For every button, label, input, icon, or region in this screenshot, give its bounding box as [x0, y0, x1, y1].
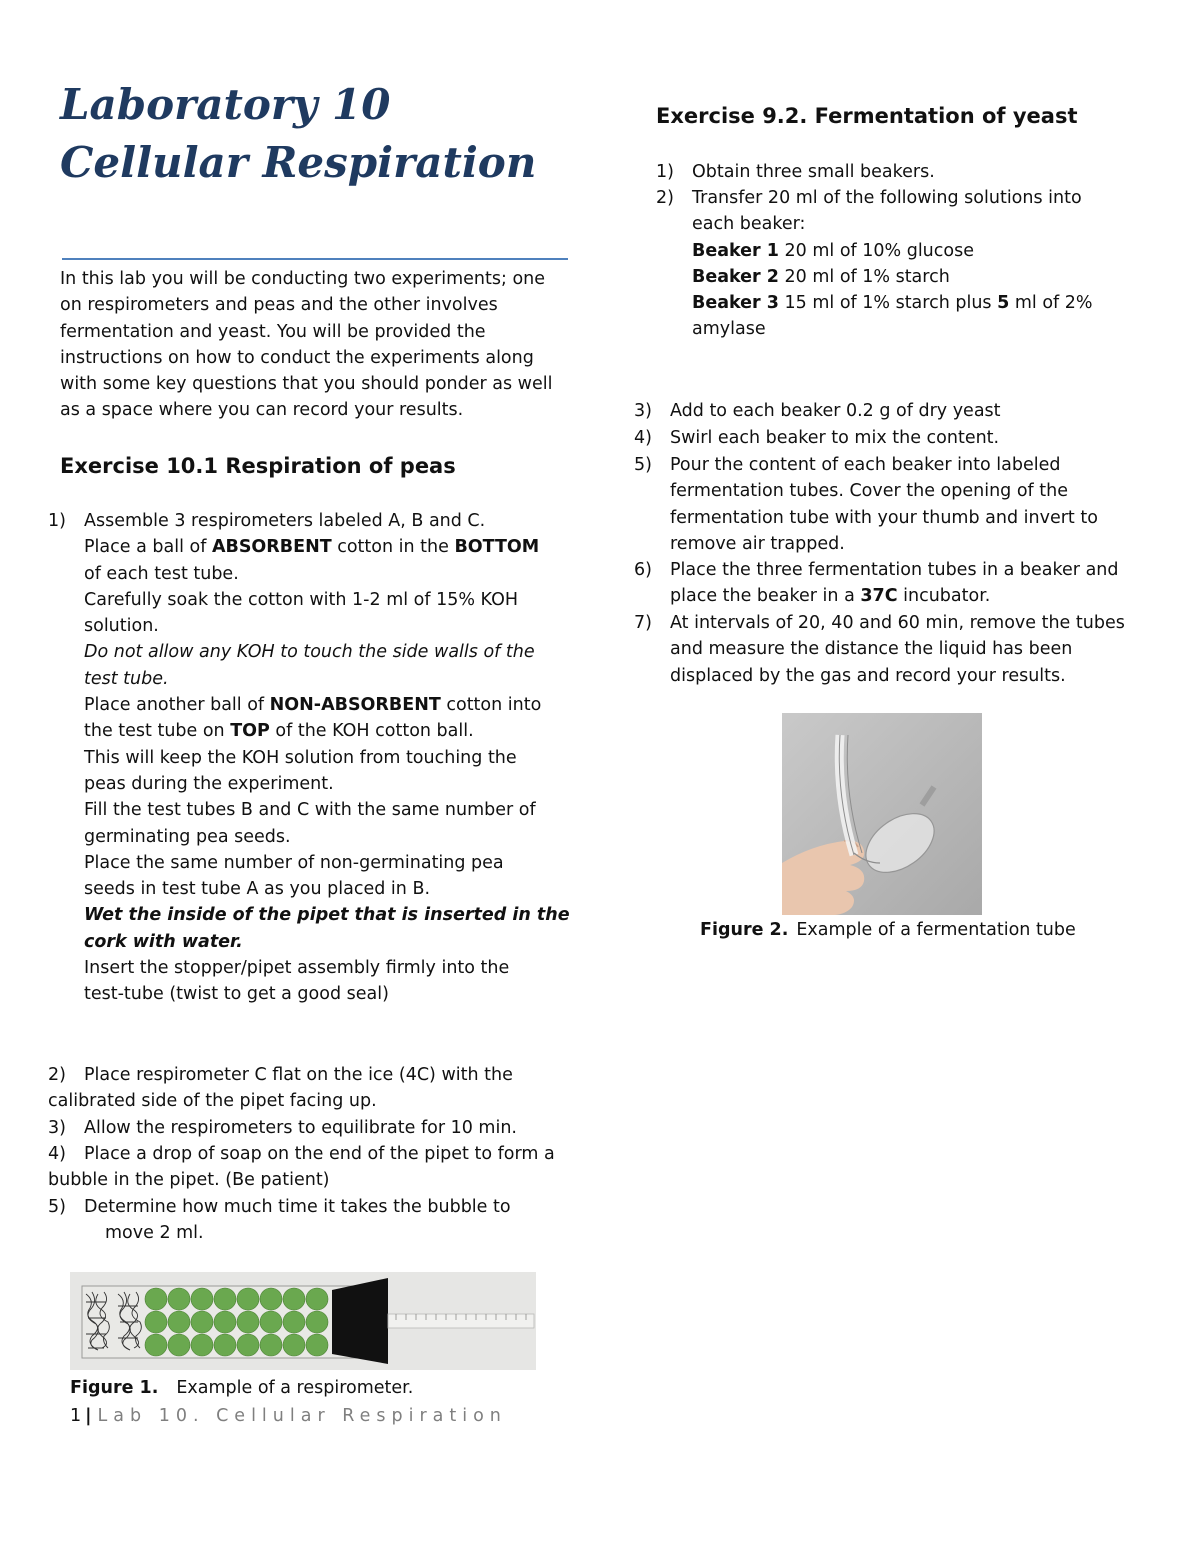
- title-line-1: Laboratory 10: [60, 80, 391, 129]
- step-text: 3) Allow the respirometers to equilibrate for 10 min.: [48, 1118, 517, 1138]
- ex2-step-3: [634, 398, 1154, 424]
- exercise-9-2-heading: Exercise 9.2. Fermentation of yeast: [656, 104, 1078, 128]
- step-text: solution.: [84, 616, 159, 637]
- emphasis-text: cork with water.: [84, 931, 243, 952]
- step-text: of each test tube.: [84, 563, 239, 584]
- footer-separator: |: [85, 1406, 92, 1426]
- respirometer-illustration: [70, 1272, 536, 1370]
- intro-line: with some key questions that you should ponder as well: [60, 374, 553, 395]
- step-text: calibrated side of the pipet facing up.: [48, 1091, 377, 1112]
- step-text: move 2 ml.: [105, 1223, 204, 1244]
- fermentation-tube-photo: [782, 713, 982, 915]
- step-text: At intervals of 20, 40 and 60 min, remove the tubes: [670, 613, 1125, 633]
- figure-caption-text: Example of a fermentation tube: [796, 920, 1076, 940]
- intro-line: fermentation and yeast. You will be provided the: [60, 321, 486, 342]
- page-number: 1: [70, 1406, 82, 1426]
- ex2-step-2: [656, 185, 1156, 343]
- step-text: Place a ball of ABSORBENT cotton in the BOTTOM: [84, 537, 540, 558]
- ex1-step-1: [48, 508, 568, 1008]
- step-text: test-tube (twist to get a good seal): [84, 984, 389, 1005]
- emphasis-text: Wet the inside of the pipet that is inserted in the: [84, 905, 570, 926]
- stopper: [332, 1278, 388, 1364]
- respirometer-photo: [70, 1272, 536, 1370]
- step-text: seeds in test tube A as you placed in B.: [84, 879, 431, 900]
- intro-line: In this lab you will be conducting two experiments; one: [60, 269, 546, 289]
- step-text: Carefully soak the cotton with 1-2 ml of 15% KOH: [84, 589, 519, 610]
- figure-caption-text: Example of a respirometer.: [176, 1378, 414, 1398]
- warning-text: Do not allow any KOH to touch the side walls of the: [84, 642, 535, 663]
- step-text: peas during the experiment.: [84, 773, 334, 794]
- step-text: 4) Place a drop of soap on the end of the pipet to form a: [48, 1144, 555, 1164]
- running-title: Lab 10. Cellular Respiration: [97, 1406, 507, 1426]
- fermentation-tube-illustration: [782, 713, 982, 915]
- figure-label: Figure 1.: [70, 1378, 159, 1398]
- step-text: bubble in the pipet. (Be patient): [48, 1170, 330, 1191]
- page-footer: [70, 1406, 507, 1426]
- document-title: [60, 76, 536, 192]
- beaker-1: Beaker 1 20 ml of 10% glucose: [692, 240, 974, 261]
- title-line-2: Cellular Respiration: [60, 138, 537, 187]
- intro-line: as a space where you can record your results.: [60, 400, 464, 421]
- step-text: place the beaker in a 37C incubator.: [670, 586, 991, 607]
- ex2-step-7: [634, 610, 1154, 689]
- intro-line: on respirometers and peas and the other involves: [60, 295, 498, 316]
- beaker-2: Beaker 2 20 ml of 1% starch: [692, 266, 950, 287]
- step-text: the test tube on TOP of the KOH cotton ball.: [84, 721, 474, 742]
- figure-1-caption: [70, 1376, 413, 1400]
- intro-line: instructions on how to conduct the experiments along: [60, 347, 534, 368]
- warning-text: test tube.: [84, 668, 169, 689]
- step-text: each beaker:: [692, 214, 806, 235]
- step-text: Pour the content of each beaker into labeled: [670, 455, 1061, 475]
- ex2-step-4: [634, 425, 1154, 451]
- list-number: 1): [48, 511, 66, 531]
- step-text: fermentation tubes. Cover the opening of the: [670, 481, 1068, 502]
- list-number: 5): [634, 455, 652, 475]
- ex1-step-3: [48, 1115, 568, 1141]
- intro-paragraph: [60, 266, 570, 424]
- step-text: amylase: [692, 319, 766, 340]
- step-text: Insert the stopper/pipet assembly firmly into the: [84, 958, 510, 979]
- step-text: Transfer 20 ml of the following solutions into: [692, 188, 1082, 208]
- ex2-step-1: [656, 159, 1156, 185]
- step-text: germinating pea seeds.: [84, 826, 291, 847]
- title-divider: [62, 258, 568, 260]
- step-text: 1) Obtain three small beakers.: [656, 162, 935, 182]
- step-text: Place another ball of NON-ABSORBENT cotton into: [84, 695, 542, 716]
- step-text: Fill the test tubes B and C with the same number of: [84, 800, 536, 821]
- ex1-step-4: [48, 1141, 568, 1194]
- step-text: Place the three fermentation tubes in a beaker and: [670, 560, 1119, 580]
- exercise-10-1-heading: Exercise 10.1 Respiration of peas: [60, 454, 456, 478]
- figure-2-caption: [700, 918, 1076, 942]
- ex1-step-2: [48, 1062, 568, 1115]
- pipet: [388, 1314, 534, 1328]
- step-text: 2) Place respirometer C flat on the ice (4C) with the: [48, 1065, 513, 1085]
- step-text: 4) Swirl each beaker to mix the content.: [634, 428, 1000, 448]
- step-text: Assemble 3 respirometers labeled A, B and C.: [84, 511, 486, 531]
- list-number: 7): [634, 613, 652, 633]
- step-text: and measure the distance the liquid has been: [670, 639, 1073, 660]
- step-text: Place the same number of non-germinating pea: [84, 852, 504, 873]
- step-text: fermentation tube with your thumb and invert to: [670, 507, 1098, 528]
- ex1-step-5: [48, 1194, 568, 1247]
- step-text: 3) Add to each beaker 0.2 g of dry yeast: [634, 401, 1001, 421]
- step-text: This will keep the KOH solution from touching the: [84, 747, 517, 768]
- step-text: remove air trapped.: [670, 533, 845, 554]
- figure-label: Figure 2.: [700, 920, 789, 940]
- step-text: displaced by the gas and record your results.: [670, 665, 1066, 686]
- step-text: 5) Determine how much time it takes the bubble to: [48, 1197, 511, 1217]
- ex2-step-6: [634, 557, 1154, 610]
- list-number: 2): [656, 188, 674, 208]
- list-number: 6): [634, 560, 652, 580]
- beaker-3: Beaker 3 15 ml of 1% starch plus 5 ml of 2%: [692, 293, 1093, 314]
- ex2-step-5: [634, 452, 1154, 557]
